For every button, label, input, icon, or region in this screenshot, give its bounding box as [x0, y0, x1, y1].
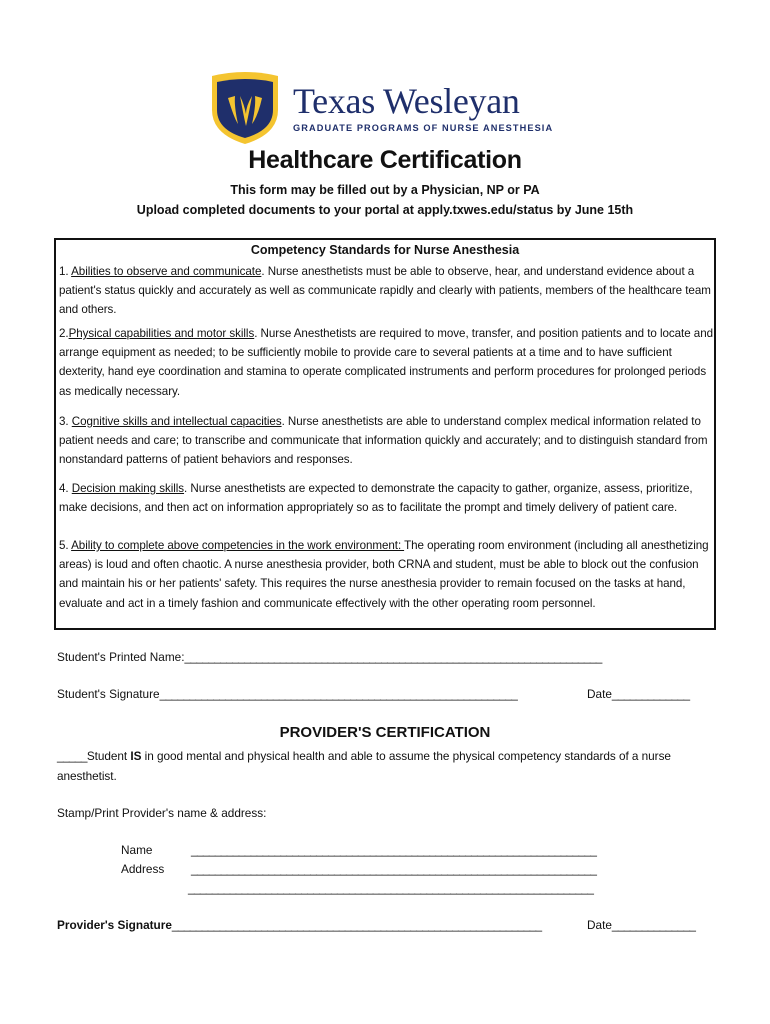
- competency-item-3: 3. Cognitive skills and intellectual capacities. Nurse anesthetists are able to understand complex medical information related to patient needs and care; to transcribe and communicate that information quickly and accurately; and to distinguish standard from nonstandard patterns of patient behaviors and responses.: [59, 415, 708, 467]
- shield-crest-icon: [209, 70, 281, 145]
- provider-name-label: Name: [121, 843, 153, 857]
- provider-certification-heading: PROVIDER'S CERTIFICATION: [279, 724, 491, 741]
- student-date-field[interactable]: Date_____________: [587, 687, 690, 701]
- provider-statement: _____Student IS in good mental and physical health and able to assume the physical competency standards of a nurse anesthetist.: [57, 749, 671, 783]
- form-subtitle-eligibility: This form may be filled out by a Physician, NP or PA: [230, 183, 540, 197]
- form-title: Healthcare Certification: [248, 146, 522, 174]
- competency-item-4: 4. Decision making skills. Nurse anesthetists are expected to demonstrate the capacity to gather, organize, assess, prioritize, make decisions, and then act on information appropriately so as to facilitate the prompt and timely delivery of patient care.: [59, 482, 693, 515]
- logo-wordmark: Texas Wesleyan: [293, 81, 520, 121]
- stamp-label: Stamp/Print Provider's name & address:: [57, 806, 267, 820]
- competency-item-5: 5. Ability to complete above competencies in the work environment: The operating room environment (including all anesthetizing areas) is loud and often chaotic. A nurse anesthesia provider, both CRNA and student, must be able to block out the confusion and maintain his or her patients' safety. This requires the nurse anesthesia provider to remain focused on the tasks at hand, evaluate and act in a timely fashion and communicate effectively with the other operating room personnel.: [59, 539, 709, 610]
- competency-item-1: 1. Abilities to observe and communicate. Nurse anesthetists must be able to observe, hear, and understand evidence about a patient's status quickly and accurately as well as communicate rapidly and clearly with patients, members of the healthcare team and others.: [59, 265, 711, 317]
- texas-wesleyan-logo: [209, 70, 554, 145]
- competency-standards-box: [54, 238, 716, 630]
- provider-signature-field[interactable]: Provider's Signature______________________________________________________________: [57, 918, 542, 932]
- student-signature-field[interactable]: Student's Signature____________________________________________________________: [57, 687, 518, 701]
- form-subtitle-upload: Upload completed documents to your portal at apply.txwes.edu/status by June 15th: [136, 203, 634, 217]
- competency-heading: Competency Standards for Nurse Anesthesia: [250, 243, 520, 257]
- student-printed-name-field[interactable]: Student's Printed Name:______________________________________________________________________: [57, 650, 602, 664]
- logo-tagline: GRADUATE PROGRAMS OF NURSE ANESTHESIA: [293, 123, 554, 133]
- provider-date-field[interactable]: Date______________: [587, 918, 696, 932]
- provider-address-label: Address: [121, 862, 165, 876]
- provider-address-field-2[interactable]: ____________________________________________________________________: [188, 881, 594, 895]
- health-status-checkbox-blank[interactable]: _____: [57, 749, 87, 763]
- provider-name-field[interactable]: ____________________________________________________________________: [191, 843, 597, 857]
- competency-item-2: 2.Physical capabilities and motor skills. Nurse Anesthetists are required to move, transfer, and position patients and to locate and arrange equipment as needed; to be sufficiently mobile to provide care to several patients at a time and to have sufficient dexterity, hand eye coordination and stamina to operate complicated instruments and perform procedures for prolonged periods as medically necessary.: [59, 327, 713, 398]
- provider-address-field-1[interactable]: ____________________________________________________________________: [191, 862, 597, 876]
